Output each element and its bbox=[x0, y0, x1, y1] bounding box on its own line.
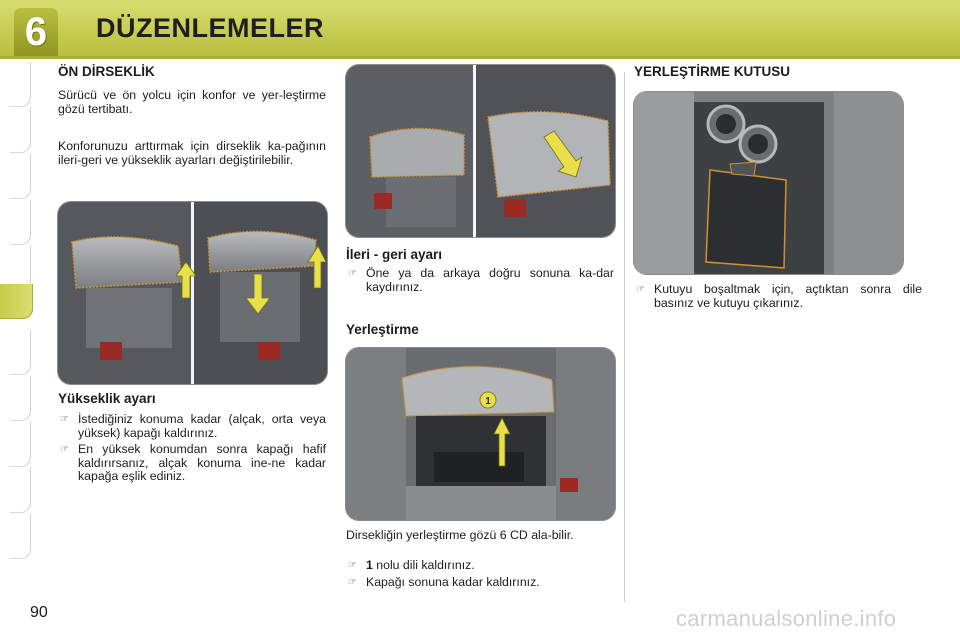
page-number: 90 bbox=[30, 604, 48, 621]
fore-aft-adjust-photo bbox=[345, 64, 616, 238]
chapter-tab-11[interactable] bbox=[10, 514, 31, 559]
column-divider bbox=[624, 72, 625, 602]
chapter-tab-8[interactable] bbox=[10, 376, 31, 421]
storage-compartment-photo bbox=[345, 347, 616, 521]
front-armrest-intro-2: Konforunuzu arttırmak için dirseklik ka-pağının ileri-geri ve yükseklik ayarları değiştirilebilir. bbox=[58, 139, 326, 167]
hand-pointer-icon: ☞ bbox=[348, 268, 357, 279]
chapter-tab-1[interactable] bbox=[10, 62, 31, 107]
hand-pointer-icon: ☞ bbox=[60, 414, 69, 425]
chapter-number-badge: 6 bbox=[14, 8, 58, 56]
site-watermark: carmanualsonline.info bbox=[676, 606, 897, 631]
chapter-tab-3[interactable] bbox=[10, 154, 31, 199]
storage-title: Yerleştirme bbox=[346, 322, 419, 337]
front-armrest-title: ÖN DİRSEKLİK bbox=[58, 64, 155, 79]
callout-number: 1 bbox=[485, 396, 491, 407]
fore-aft-title: İleri - geri ayarı bbox=[346, 247, 443, 262]
chapter-title: DÜZENLEMELER bbox=[96, 13, 324, 43]
chapter-tab-4[interactable] bbox=[10, 200, 31, 245]
chapter-tab-6-active[interactable] bbox=[0, 284, 33, 319]
storage-bullet-1: ☞ 1 nolu dili kaldırınız. bbox=[348, 558, 475, 572]
hand-pointer-icon: ☞ bbox=[348, 560, 357, 571]
fore-aft-bullet: ☞ Öne ya da arkaya doğru sonuna ka-dar kaydırınız. bbox=[348, 266, 614, 294]
storage-box-bullet: ☞ Kutuyu boşaltmak için, açtıktan sonra dile basınız ve kutuyu çıkarınız. bbox=[636, 282, 922, 310]
header-stripe bbox=[0, 56, 960, 59]
front-armrest-intro: Sürücü ve ön yolcu için konfor ve yer-leştirme gözü tertibatı. bbox=[58, 88, 326, 116]
height-adjust-title: Yükseklik ayarı bbox=[58, 391, 156, 406]
chapter-tab-9[interactable] bbox=[10, 422, 31, 467]
chapter-tab-2[interactable] bbox=[10, 108, 31, 153]
storage-text: Dirsekliğin yerleştirme gözü 6 CD ala-bilir. bbox=[346, 528, 574, 542]
chapter-tab-7[interactable] bbox=[10, 330, 31, 375]
chapter-tab-10[interactable] bbox=[10, 468, 31, 513]
storage-bullet-2: ☞ Kapağı sonuna kadar kaldırınız. bbox=[348, 575, 540, 589]
height-bullet-1: ☞ İstediğiniz konuma kadar (alçak, orta veya yüksek) kapağı kaldırınız. bbox=[60, 412, 326, 440]
height-bullet-2: ☞ En yüksek konumdan sonra kapağı hafif kaldırırsanız, alçak konuma ine-ne kadar kapağa eşlik ediniz. bbox=[60, 442, 326, 484]
storage-box-title: YERLEŞTİRME KUTUSU bbox=[634, 64, 791, 79]
hand-pointer-icon: ☞ bbox=[636, 284, 645, 295]
hand-pointer-icon: ☞ bbox=[348, 577, 357, 588]
height-adjust-photo bbox=[57, 201, 328, 385]
storage-box-photo bbox=[633, 91, 904, 275]
hand-pointer-icon: ☞ bbox=[60, 444, 69, 455]
